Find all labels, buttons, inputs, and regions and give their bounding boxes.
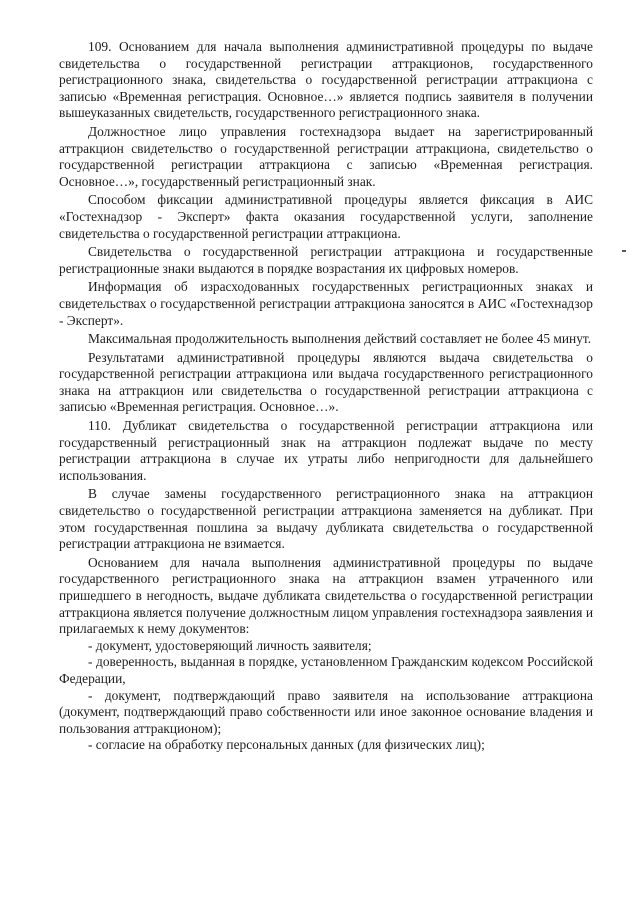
paragraph-basis: Основанием для начала выполнения административной процедуры по выдаче государственного регистрационного знака на аттракцион взамен утраченного или пришедшего в негодность, выдаче дубликата свидетельства о государственной регистрации аттракциона является получение должностным лицом управления гостехнадзора заявления и прилагаемых к нему документов: (59, 554, 593, 637)
list-item-consent: - согласие на обработку персональных данных (для физических лиц); (88, 737, 485, 753)
paragraph-109: 109. Основанием для начала выполнения административной процедуры по выдаче свидетельства о государственной регистрации аттракционов, государственного регистрационного знака, свидетельства о государственной регистрации аттракциона с записью «Временная регистрация. Основное…» является подпись заявителя в получении вышеуказанных свидетельств, государственного регистрационного знака. (59, 39, 593, 121)
paragraph-issuance: Должностное лицо управления гостехнадзора выдает на зарегистрированный аттракцион свидетельство о государственной регистрации аттракциона, свидетельство о государственной регистрации аттракциона с записью «Временная регистрация. Основное…», государственный регистрационный знак. (59, 123, 593, 189)
document-body (59, 39, 593, 754)
paragraph-fixation: Способом фиксации административной процедуры является фиксация в АИС «Гостехнадзор - Эксперт» факта оказания государственной услуги, заполнение свидетельства о государственной регистрации аттракциона. (59, 192, 593, 241)
paragraph-duration: Максимальная продолжительность выполнения действий составляет не более 45 минут. (88, 331, 592, 347)
paragraph-replacement: В случае замены государственного регистрационного знака на аттракцион свидетельство о государственной регистрации аттракциона заменяется на дубликат. При этом государственная пошлина за выдачу дубликата свидетельства о государственной регистрации аттракциона не взимается. (59, 486, 593, 552)
paragraph-information: Информация об израсходованных государственных регистрационных знаках и свидетельствах о государственной регистрации аттракциона заносятся в АИС «Гостехнадзор - Эксперт». (59, 279, 593, 328)
paragraph-results: Результатами административной процедуры являются выдача свидетельства о государственной регистрации аттракциона или выдача государственного регистрационного знака на аттракцион или свидетельства о государственной регистрации аттракциона с записью «Временная регистрация. Основное…». (59, 349, 593, 415)
list-item-identity-document: - документ, удостоверяющий личность заявителя; (88, 637, 372, 653)
list-item-right-of-use: - документ, подтверждающий право заявителя на использование аттракциона (документ, подтверждающий право собственности или иное законное основание владения и пользования аттракционом); (59, 687, 593, 736)
scan-speck (622, 250, 626, 252)
paragraph-110: 110. Дубликат свидетельства о государственной регистрации аттракциона или государственный регистрационный знак на аттракцион подлежат выдаче по месту регистрации аттракциона в случае их утраты либо непригодности для дальнейшего использования. (59, 418, 593, 483)
list-item-power-of-attorney: - доверенность, выданная в порядке, установленном Гражданским кодексом Российской Федерации, (59, 654, 593, 686)
paragraph-order: Свидетельства о государственной регистрации аттракциона и государственные регистрационные знаки выдаются в порядке возрастания их цифровых номеров. (59, 244, 593, 276)
